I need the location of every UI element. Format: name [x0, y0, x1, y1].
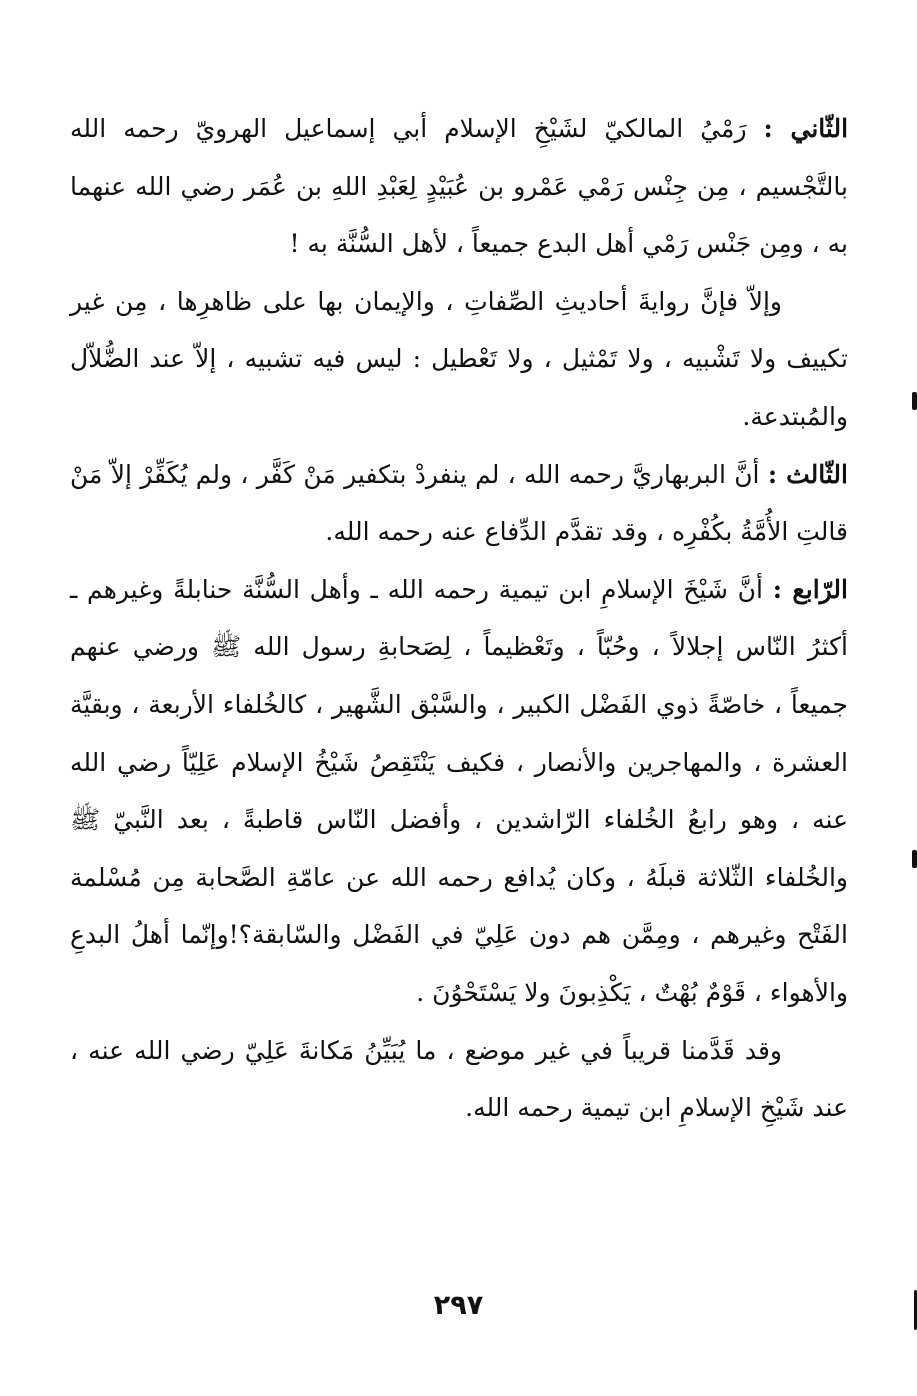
- paragraph-text: وقد قَدَّمنا قريباً في غير موضع ، ما يُبَيِّنُ مَكانةَ عَلِيّ رضي الله عنه ، عند شَيْخِ الإسلامِ ابن تيمية رحمه الله.: [70, 1035, 848, 1123]
- scan-edge-mark: [912, 850, 917, 868]
- paragraph-text: وإلاّ فإنَّ روايةَ أحاديثِ الصِّفاتِ ، والإيمان بها على ظاهرِها ، مِن غير تكييف ولا تَشْبيه ، ولا تَمْثيل ، ولا تَعْطيل : ليس فيه تشبيه ، إلاّ عند الضُّلاّل والمُبتدعة.: [70, 286, 848, 431]
- paragraph-closing: [70, 1022, 848, 1137]
- paragraph-second-point: [70, 100, 848, 273]
- paragraph-third-point: [70, 446, 848, 561]
- paragraph-text: رَمْيُ المالكيّ لشَيْخِ الإسلام أبي إسماعيل الهرويّ رحمه الله بالتَّجْسيم ، مِن جِنْس رَمْي عَمْرو بن عُبَيْدٍ لِعَبْدِ اللهِ بن عُمَر رضي الله عنهما به ، ومِن جَنْس رَمْي أهل البدع جميعاً ، لأهل السُّنَّة به !: [70, 114, 848, 259]
- point-heading: الثّالث :: [767, 459, 848, 489]
- scan-edge-mark: [912, 392, 917, 410]
- paragraph-continuation: [70, 273, 848, 446]
- paragraph-fourth-point: [70, 561, 848, 1022]
- point-heading: الرّابع :: [772, 574, 848, 604]
- body-text: [70, 100, 848, 1137]
- paragraph-text: أنَّ البربهاريَّ رحمه الله ، لم ينفردْ بتكفير مَنْ كَفَّر ، ولم يُكَفِّرْ إلاّ مَنْ قالتِ الأُمَّةُ بكُفْرِه ، وقد تقدَّم الدِّفاع عنه رحمه الله.: [70, 459, 848, 547]
- paragraph-text: أنَّ شَيْخَ الإسلامِ ابن تيمية رحمه الله ـ وأهل السُّنَّة حنابلةً وغيرهم ـ أكثرُ النّاس إجلالاً ، وحُبّاً ، وتَعْظيماً ، لِصَحابةِ رسول الله ﷺ ورضي عنهم جميعاً ، خاصّةً ذوي الفَضْل الكبير ، والسَّبْق الشَّهير ، كالخُلفاء الأربعة ، وبقيَّة العشرة ، والمهاجرين والأنصار ، فكيف يَنْتَقِصُ شَيْخُ الإسلام عَلِيّاً رضي الله عنه ، وهو رابعُ الخُلفاء الرّاشدين ، وأفضل النّاس قاطبةً ، بعد النَّبيّ ﷺ والخُلفاء الثّلاثة قبلَهُ ، وكان يُدافع رحمه الله عن عامّةِ الصَّحابة مِن مُسْلمة الفَتْح وغيرهم ، ومِمَّن هم دون عَلِيّ في الفَضْل والسّابقة؟!وإنّما أهلُ البدعِ والأهواء ، قَوْمٌ بُهْتٌ ، يَكْذِبونَ ولا يَسْتَحْوُنَ .: [70, 574, 848, 1007]
- point-heading: الثّاني :: [763, 114, 849, 143]
- page-number: ٢٩٧: [433, 1290, 484, 1321]
